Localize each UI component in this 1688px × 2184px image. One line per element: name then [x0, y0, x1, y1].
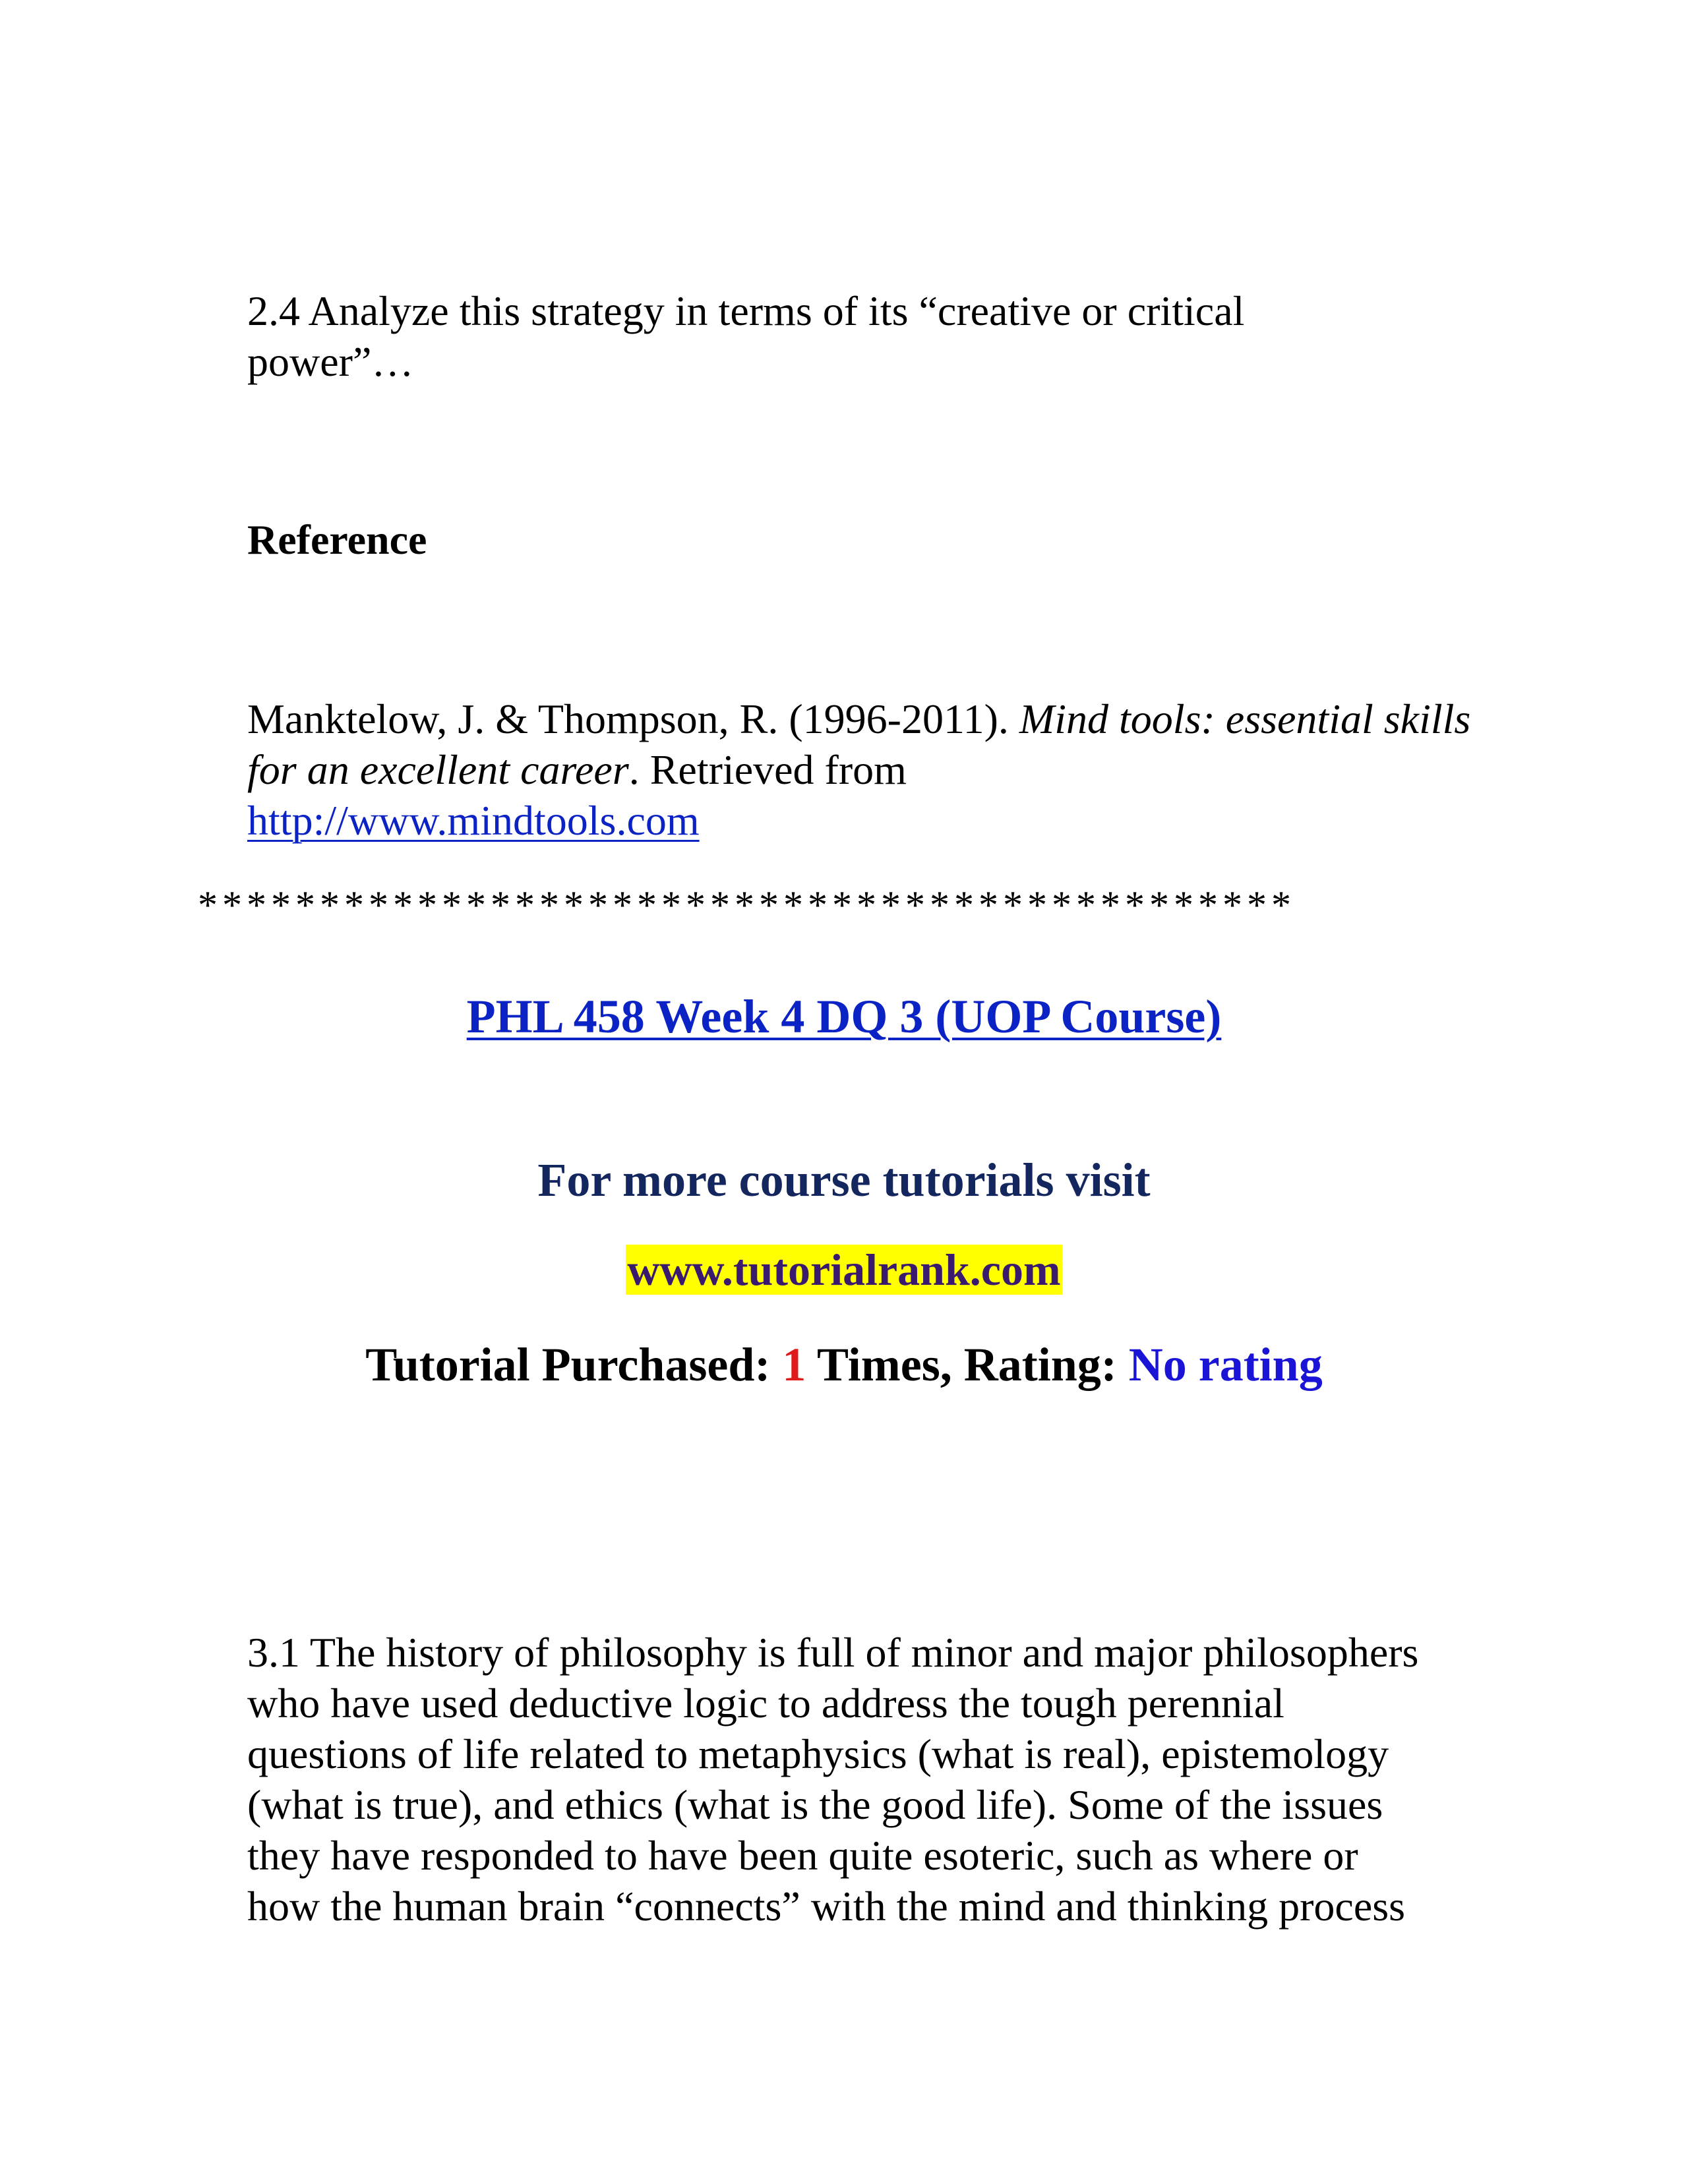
course-title-link[interactable]: PHL 458 Week 4 DQ 3 (UOP Course): [466, 990, 1222, 1043]
course-title: [0, 987, 1688, 1046]
question-3-1-line: they have responded to have been quite esoteric, such as where or: [247, 1832, 1358, 1879]
question-3-1-line: questions of life related to metaphysics (what is real), epistemology: [247, 1730, 1389, 1777]
question-2-4-line-2: power”…: [247, 338, 414, 385]
purchase-rating-line: [0, 1335, 1688, 1394]
more-tutorials-text: For more course tutorials visit: [537, 1154, 1151, 1206]
question-3-1-line: 3.1 The history of philosophy is full of minor and major philosophers: [247, 1629, 1419, 1676]
citation-authors: Manktelow, J. & Thompson, R. (1996-2011).: [247, 695, 1019, 742]
purchased-label: Tutorial Purchased:: [365, 1338, 783, 1391]
question-3-1: [247, 1627, 1500, 1932]
citation-retrieved: . Retrieved from: [628, 746, 907, 793]
asterisk-divider: *********************************************: [198, 883, 1296, 927]
question-3-1-line: (what is true), and ethics (what is the good life). Some of the issues: [247, 1781, 1383, 1828]
site-url: [0, 1241, 1688, 1298]
citation-title: Mind tools: essential skills for an excellent career: [247, 695, 1471, 793]
question-2-4-line-1: 2.4 Analyze this strategy in terms of its “creative or critical: [247, 287, 1245, 334]
question-3-1-line: how the human brain “connects” with the mind and thinking process: [247, 1883, 1406, 1930]
question-3-1-line: who have used deductive logic to address the tough perennial: [247, 1680, 1284, 1727]
site-url-highlight[interactable]: www.tutorialrank.com: [627, 1245, 1061, 1295]
reference-citation: [247, 694, 1487, 846]
reference-heading: Reference: [247, 516, 427, 563]
purchased-count: 1: [782, 1338, 806, 1391]
rating-value: No rating: [1128, 1338, 1323, 1391]
times-rating-label: Times, Rating:: [806, 1338, 1129, 1391]
citation-url-link[interactable]: http://www.mindtools.com: [247, 797, 700, 844]
question-2-4: [247, 285, 1368, 387]
